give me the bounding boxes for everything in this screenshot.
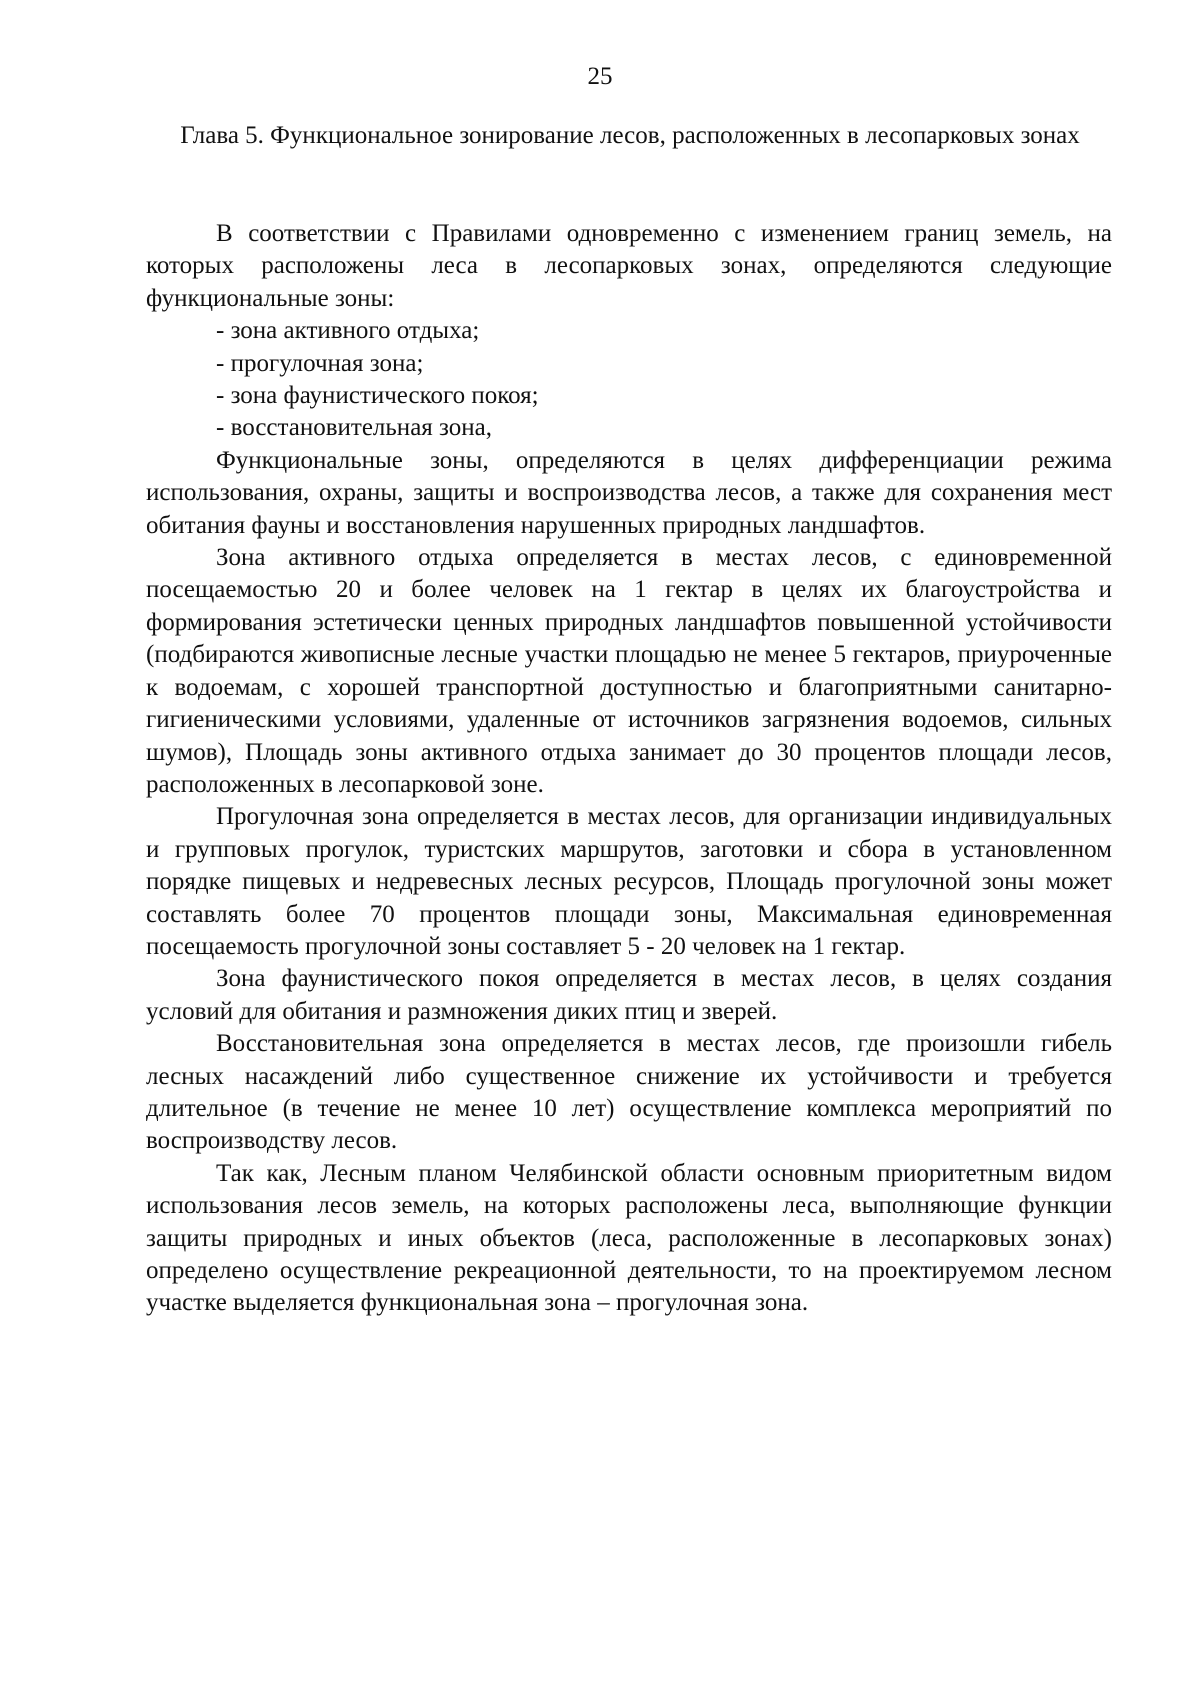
document-body — [146, 218, 1112, 1320]
list-item: - восстановительная зона, — [216, 414, 492, 442]
list-item: - прогулочная зона; — [216, 349, 424, 377]
paragraph-walking-zone: Прогулочная зона определяется в местах лесов, для организации индивидуальных и групповых прогулок, туристских маршрутов, заготовки и сбора в установленном порядке пищевых и недревесных лесных ресурсов, Площадь прогулочной зоны может составлять более 70 процентов площади зоны, Максимальная единовременная посещаемость прогулочной зоны составляет 5 - 20 человек на 1 гектар. — [146, 803, 1112, 960]
list-item: - зона фаунистического покоя; — [216, 382, 539, 410]
paragraph-restoration-zone: Восстановительная зона определяется в местах лесов, где произошли гибель лесных насаждений либо существенное снижение их устойчивости и требуется длительное (в течение не менее 10 лет) осуществление комплекса мероприятий по воспроизводству лесов. — [146, 1030, 1112, 1155]
paragraph-functional-zones: Функциональные зоны, определяются в целях дифференциации режима использования, охраны, защиты и воспроизводства лесов, а также для сохранения мест обитания фауны и восстановления нарушенных природных ландшафтов. — [146, 446, 1112, 539]
paragraph-intro: В соответствии с Правилами одновременно с изменением границ земель, на которых расположены леса в лесопарковых зонах, определяются следующие функциональные зоны: — [146, 220, 1112, 312]
paragraph-faunistic-rest-zone: Зона фаунистического покоя определяется в местах лесов, в целях создания условий для обитания и размножения диких птиц и зверей. — [146, 965, 1112, 1025]
paragraph-active-recreation-zone: Зона активного отдыха определяется в местах лесов, с единовременной посещаемостью 20 и более человек на 1 гектар в целях их благоустройства и формирования эстетически ценных природных ландшафтов повышенной устойчивости (подбираются живописные лесные участки площадью не менее 5 гектаров, приуроченные к водоемам, с хорошей транспортной доступностью и благоприятными санитарно-гигиеническими условиями, удаленные от источников загрязнения водоемов, сильных шумов), Площадь зоны активного отдыха занимает до 30 процентов площади лесов, расположенных в лесопарковой зоне. — [146, 544, 1112, 798]
list-item: - зона активного отдыха; — [216, 317, 480, 345]
paragraph-conclusion: Так как, Лесным планом Челябинской области основным приоритетным видом использования лесов земель, на которых расположены леса, выполняющие функции защиты природных и иных объектов (леса, расположенные в лесопарковых зонах) определено осуществление рекреационной деятельности, то на проектируемом лесном участке выделяется функциональная зона – прогулочная зона. — [146, 1159, 1112, 1317]
chapter-title: Глава 5. Функциональное зонирование лесов, расположенных в лесопарковых зонах — [180, 122, 1080, 149]
zones-list — [146, 315, 1112, 445]
page-number: 25 — [587, 63, 613, 90]
